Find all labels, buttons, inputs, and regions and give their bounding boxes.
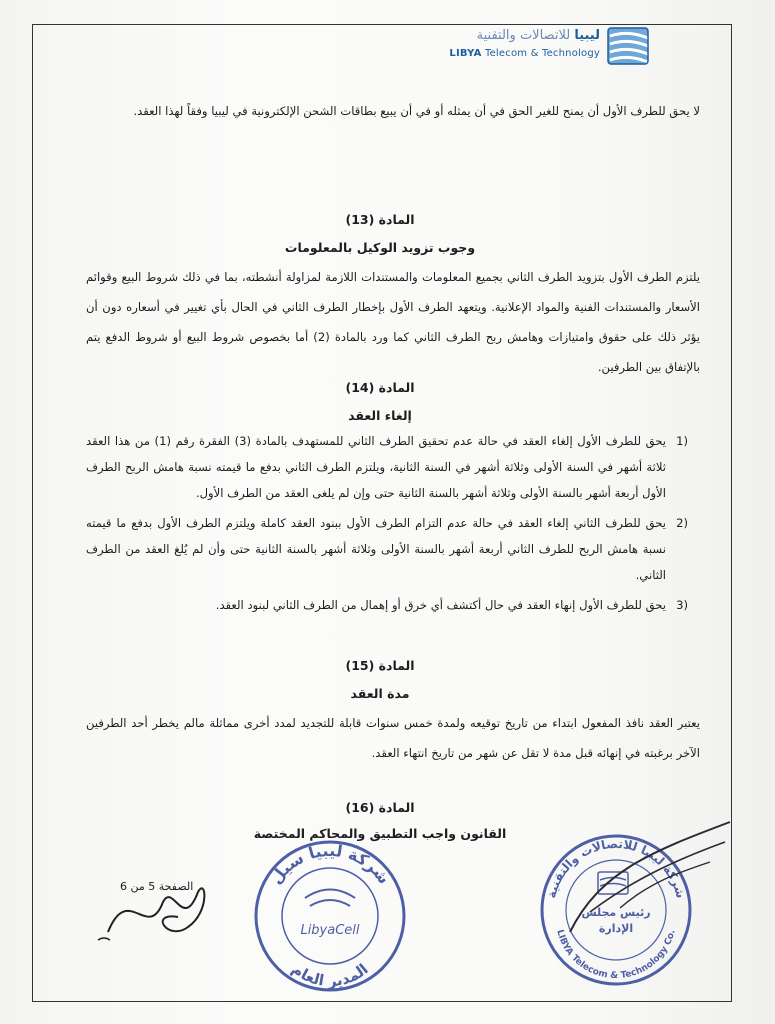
svg-text:رئيس مجلس: رئيس مجلس: [581, 906, 651, 919]
left-signature: [88, 872, 228, 952]
page-number: الصفحة 5 من 6: [120, 880, 194, 893]
article-14-number: المادة (14): [345, 380, 415, 395]
intro-paragraph: لا يحق للطرف الأول أن يمنح للغير الحق في أن يمثله أو في أن يبيع بطاقات الشحن الإلكترونية في ليبيا وفقاً لهذا العقد.: [133, 104, 700, 118]
svg-text:شركة ليبيا سيل: شركة ليبيا سيل: [266, 840, 394, 888]
article-16-number: المادة (16): [345, 800, 415, 815]
libyacell-stamp: [250, 836, 410, 996]
article-14-list: [86, 428, 688, 618]
right-signature: [560, 812, 740, 962]
company-logo: [432, 26, 652, 70]
article-13-title: وجوب تزويد الوكيل بالمعلومات: [284, 240, 476, 255]
list-item: (1 يحق للطرف الأول إلغاء العقد في حالة عدم تحقيق الطرف الثاني للمستهدف بالمادة (3) الفقرة رقم (1) من هذا العقد ثلاثة أشهر في السنة الأولى وثلاثة أشهر في السنة الثانية، ويلتزم الطرف الثاني بدفع ما قيمته نسبة هامش الربح الطرف الأول أربعة أشهر بالسنة الأولى وثلاثة أشهر بالسنة الثانية حتى وإن لم يلغى العقد من الطرف الأول.: [86, 434, 688, 500]
svg-text:المدير العام: المدير العام: [288, 959, 372, 991]
svg-text:شركة ليبيا للاتصالات والتقنية: شركة ليبيا للاتصالات والتقنية: [544, 836, 688, 900]
svg-text:LIBYA Telecom & Technology Co.: LIBYA Telecom & Technology Co.: [554, 928, 678, 982]
list-item: (2 يحق للطرف الثاني إلغاء العقد في حالة عدم التزام الطرف الأول ببنود العقد كاملة ويلتزم الطرف الأول بدفع ما قيمته نسبة هامش الربح للطرف الثاني أربعة أشهر بالسنة الأولى وثلاثة أشهر بالسنة الثانية حتى وأن لم يُلغ العقد من الطرف الثاني.: [86, 516, 688, 582]
logo-arabic-text: ليبيا للاتصالات والتقنية: [476, 28, 600, 43]
list-item: (3 يحق للطرف الأول إنهاء العقد في حال أكتشف أي خرق أو إهمال من الطرف الثاني لبنود العقد.: [215, 598, 688, 612]
svg-text:الإدارة: الإدارة: [598, 922, 634, 935]
article-15-title: مدة العقد: [350, 686, 410, 701]
article-14-title: إلغاء العقد: [348, 408, 412, 423]
article-15-body: يعتبر العقد نافذ المفعول ابتداء من تاريخ توقيعه ولمدة خمس سنوات قابلة للتجديد لمدد أخرى مماثلة مالم يخطر أحد الطرفين الآخر برغبته في إنهائه قبل مدة لا تقل عن شهر من تاريخ انتهاء العقد.: [86, 716, 700, 760]
logo-english-text: LIBYA Telecom & Technology: [449, 48, 600, 59]
article-16-title: القانون واجب التطبيق والمحاكم المختصة: [253, 826, 507, 841]
article-15-number: المادة (15): [345, 658, 415, 673]
article-13-body: يلتزم الطرف الأول بتزويد الطرف الثاني بجميع المعلومات والمستندات اللازمة لمزاولة أنشطته، بما في ذلك شروط البيع وقوائم الأسعار والمستندات الفنية والمواد الإعلانية. ويتعهد الطرف الأول بإخطار الطرف الثاني في الحال بأي تغيير في أسعاره دون أن يؤثر ذلك على حقوق وامتيازات وهامش ربح الطرف الثاني كما ورد بالمادة (2) أما بخصوص شروط البيع أو شروط الدفع يتم بالإتفاق بين الطرفين.: [86, 270, 701, 374]
logo-mark-icon: [606, 26, 652, 68]
article-13-number: المادة (13): [345, 212, 415, 227]
svg-text:LibyaCell: LibyaCell: [300, 923, 360, 938]
